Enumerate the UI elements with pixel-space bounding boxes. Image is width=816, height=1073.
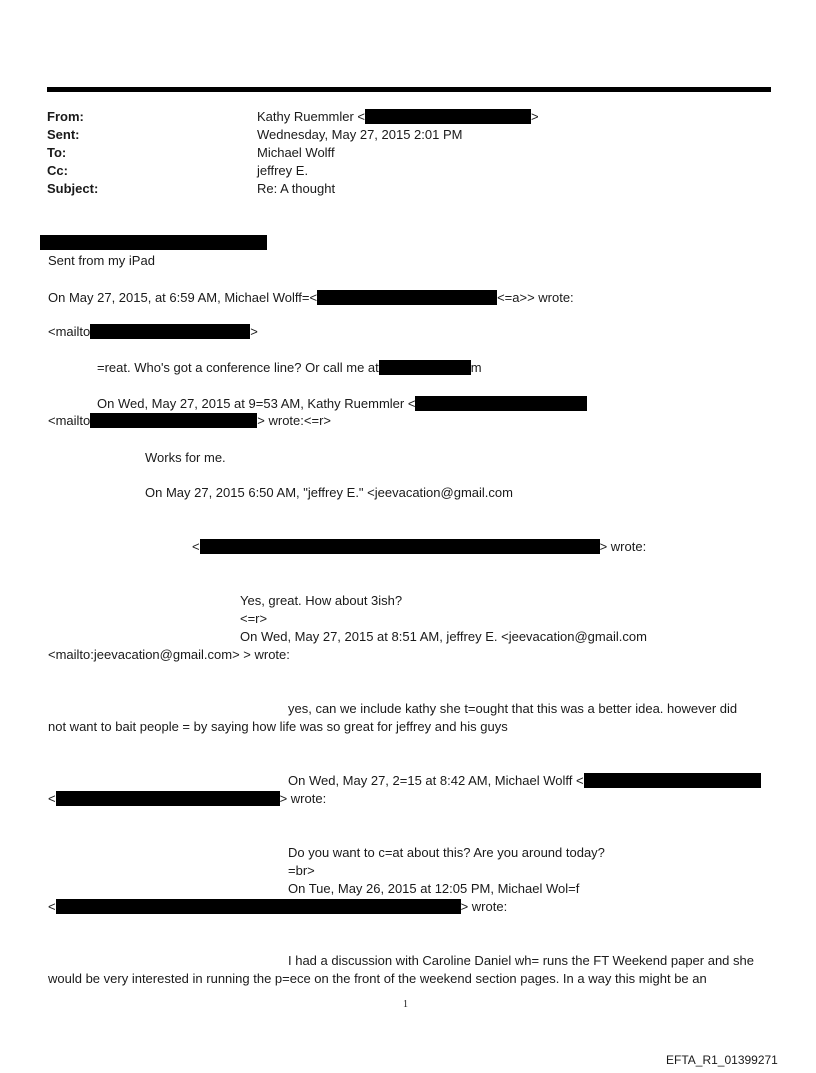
mailto-line-4: <mailto:jeevacation@gmail.com> > wrote:: [48, 647, 290, 662]
redaction-block: [200, 539, 600, 554]
text-span: > wrote:: [599, 539, 647, 554]
subject-value: Re: A thought: [257, 181, 336, 196]
reply-line-2: Works for me.: [145, 450, 226, 465]
page-number: 1: [403, 999, 408, 1010]
text-span: <mailto: [48, 413, 91, 428]
signature-line: Sent from my iPad: [48, 253, 155, 268]
redaction-block: [90, 413, 257, 428]
mailto-line-2: [48, 413, 331, 429]
cc-label: Cc:: [47, 163, 68, 178]
sent-value: Wednesday, May 27, 2015 2:01 PM: [257, 127, 463, 142]
text-span: On Wed, May 27, 2=15 at 8:42 AM, Michael Wolff <: [288, 773, 584, 788]
quote-header-6: On Tue, May 26, 2015 at 12:05 PM, Michael Wol=f: [288, 881, 580, 896]
redaction-block: [317, 290, 497, 305]
reply-line-8: =br>: [288, 863, 315, 878]
reply-line-6: not want to bait people = by saying how life was so great for jeffrey and his guys: [48, 719, 508, 734]
from-close: >: [531, 109, 539, 124]
mailto-line-1: [48, 324, 258, 340]
reply-line-1: [97, 360, 482, 376]
reply-line-3: Yes, great. How about 3ish?: [240, 593, 403, 608]
quote-header-2: [97, 396, 587, 412]
text-span: =reat. Who's got a conference line? Or call me at: [97, 360, 379, 375]
reply-line-7: Do you want to c=at about this? Are you around today?: [288, 845, 605, 860]
quote-header-5: [288, 773, 761, 789]
to-label: To:: [47, 145, 67, 160]
cc-value: jeffrey E.: [257, 163, 309, 178]
redaction-block: [365, 109, 531, 124]
text-span: <: [48, 899, 56, 914]
from-label: From:: [47, 109, 84, 124]
subject-label: Subject:: [47, 181, 99, 196]
redaction-block: [415, 396, 587, 411]
redaction-block: [56, 899, 461, 914]
text-span: > wrote:: [460, 899, 508, 914]
redaction-block: [379, 360, 471, 375]
reply-line-10: would be very interested in running the p=ece on the front of the weekend section pages. In a way this might be an: [48, 971, 707, 986]
text-span: On May 27, 2015, at 6:59 AM, Michael Wolff=<: [48, 290, 318, 305]
quote-header-3: On May 27, 2015 6:50 AM, "jeffrey E." <jeevacation@gmail.com: [145, 485, 513, 500]
text-span: m: [470, 360, 482, 375]
quote-header-1: [48, 290, 574, 306]
text-span: > wrote:<=r>: [257, 413, 331, 428]
reply-line-4: <=r>: [240, 611, 268, 626]
text-span: <mailto: [48, 324, 91, 339]
redaction-block: [584, 773, 761, 788]
to-value: Michael Wolff: [257, 145, 335, 160]
text-span: >: [250, 324, 258, 339]
mailto-line-6: [48, 899, 507, 915]
document-id: EFTA_R1_01399271: [666, 1053, 778, 1067]
mailto-line-5: [48, 791, 326, 807]
text-span: > wrote:: [279, 791, 327, 806]
text-span: <=a>> wrote:: [497, 290, 574, 305]
quote-header-4: On Wed, May 27, 2015 at 8:51 AM, jeffrey E. <jeevacation@gmail.com: [240, 629, 647, 644]
from-value: [257, 109, 539, 125]
text-span: On Wed, May 27, 2015 at 9=53 AM, Kathy Ruemmler <: [97, 396, 416, 411]
from-name: Kathy Ruemmler <: [257, 109, 366, 124]
text-span: <: [48, 791, 56, 806]
redaction-block: [40, 235, 267, 250]
sent-label: Sent:: [47, 127, 80, 142]
mailto-line-3: [192, 539, 646, 555]
redaction-block: [56, 791, 280, 806]
reply-line-9: I had a discussion with Caroline Daniel wh= runs the FT Weekend paper and she: [288, 953, 754, 968]
redaction-block: [90, 324, 250, 339]
text-span: <: [192, 539, 200, 554]
reply-line-5: yes, can we include kathy she t=ought that this was a better idea. however did: [288, 701, 738, 716]
header-rule: [47, 87, 771, 92]
